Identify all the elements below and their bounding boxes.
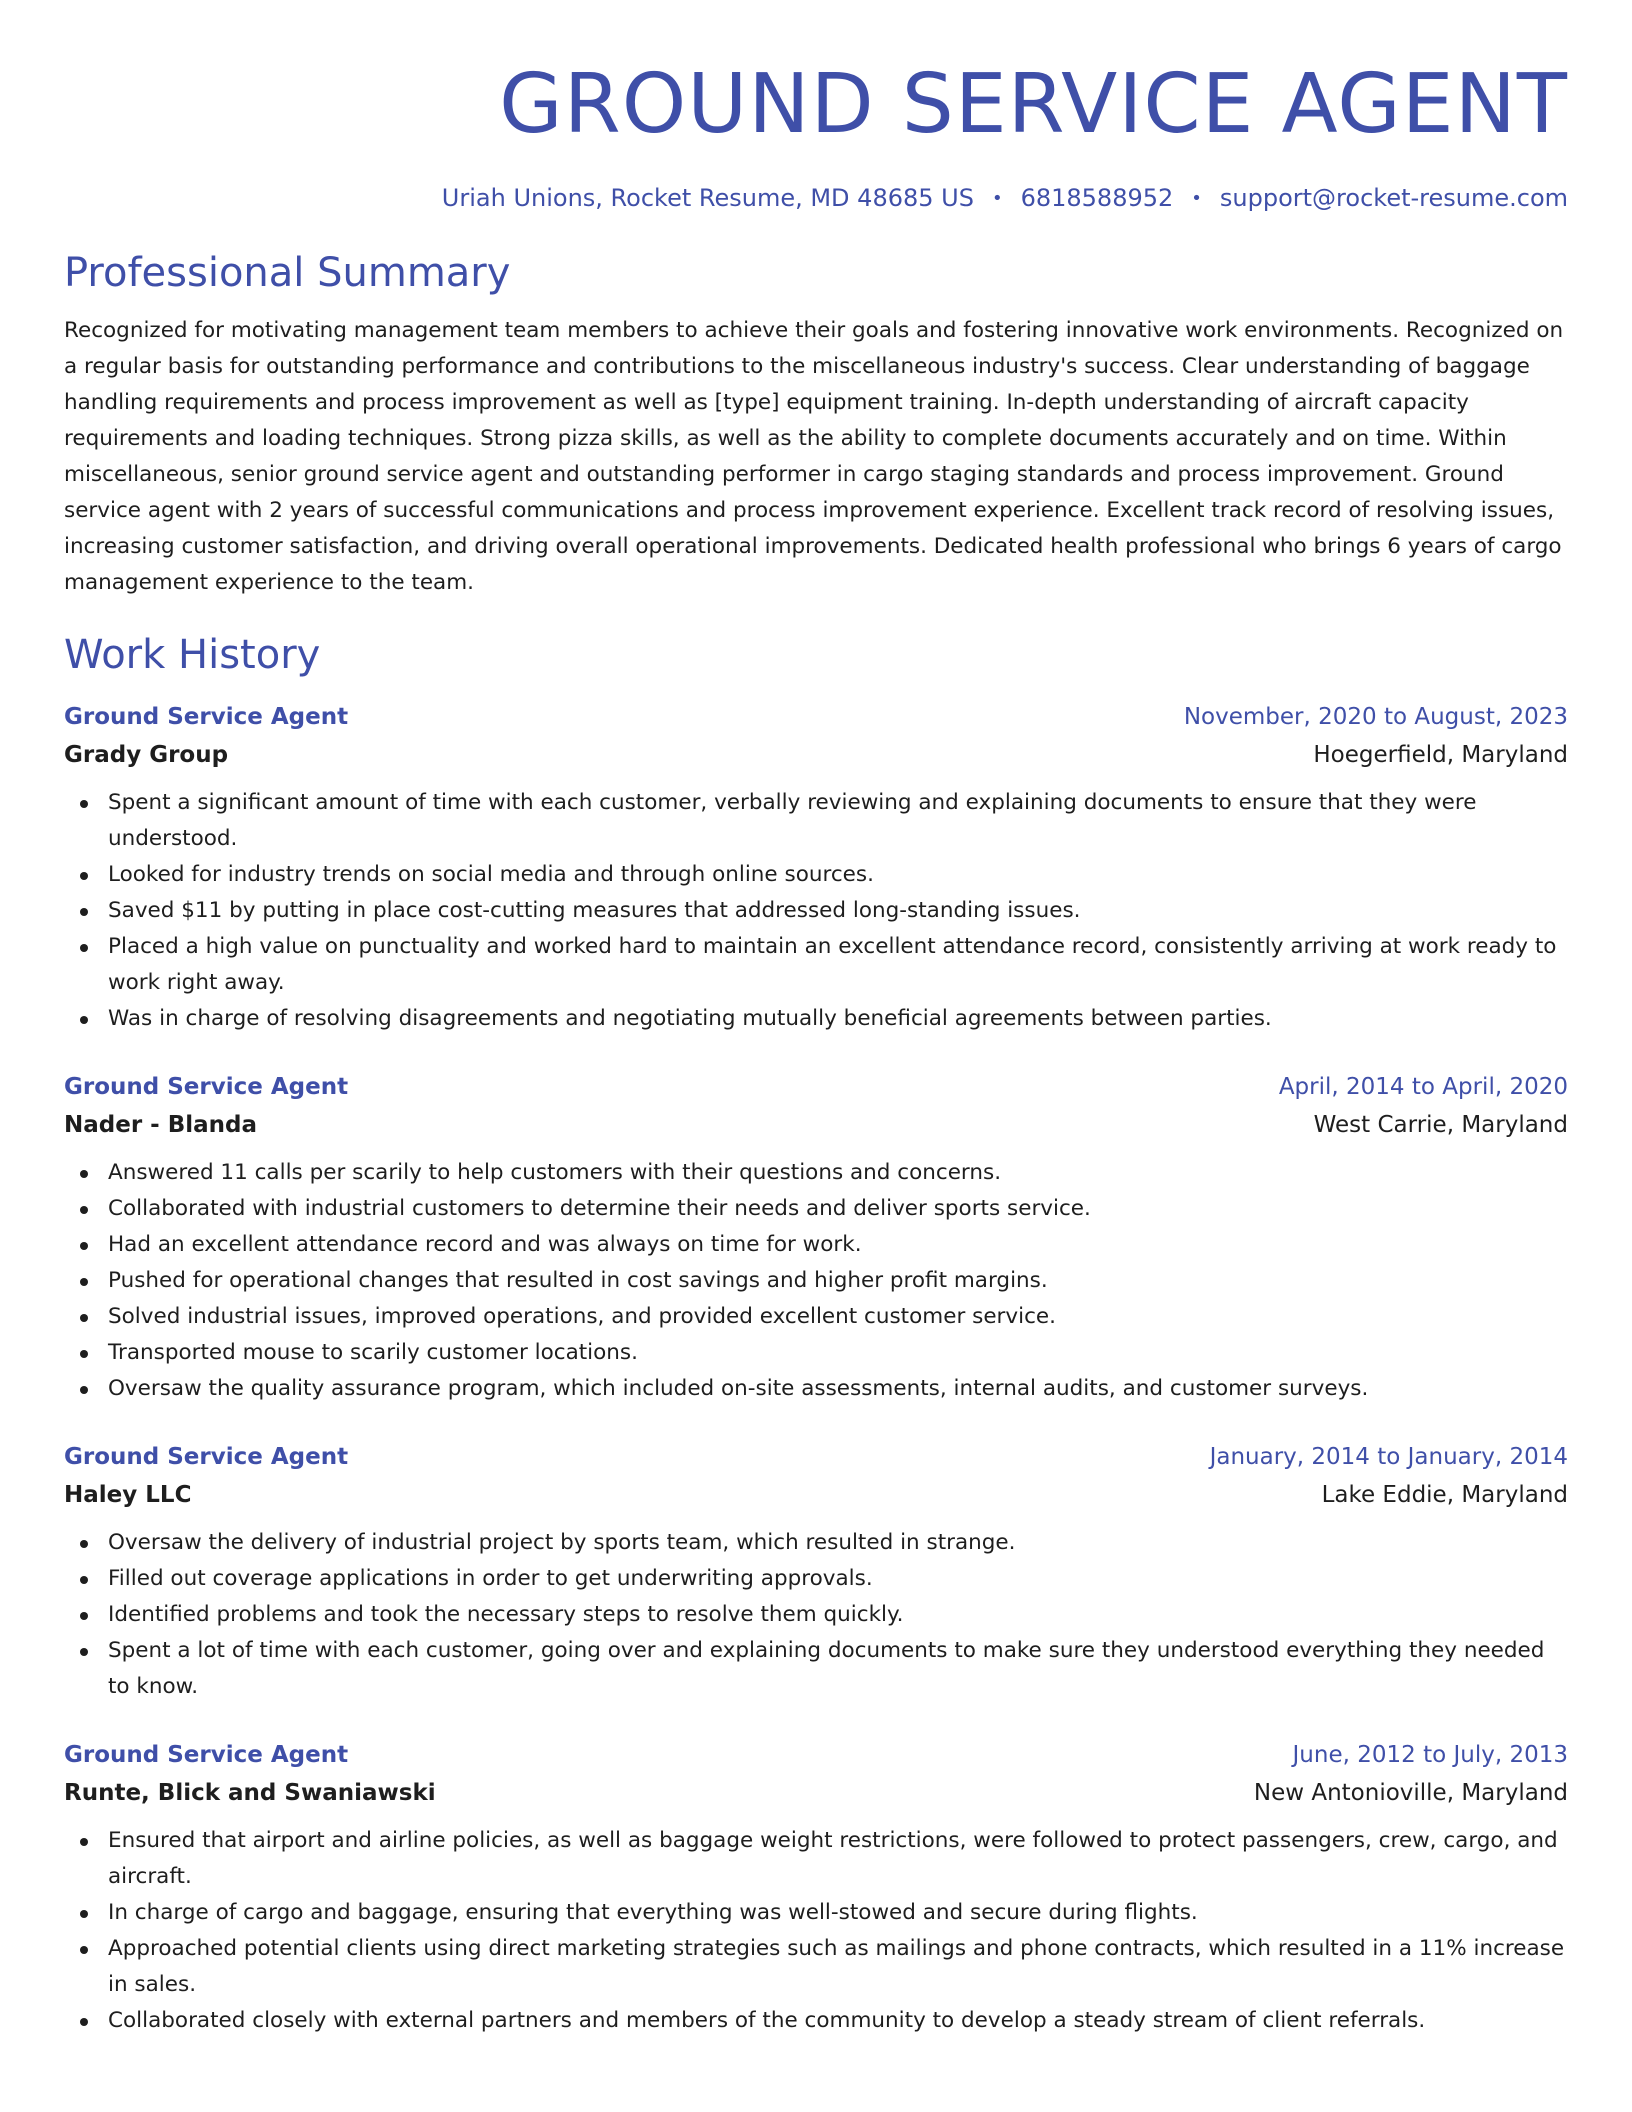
contact-email: support@rocket-resume.com	[1219, 184, 1568, 212]
contact-separator: •	[991, 188, 1003, 209]
job-bullet: In charge of cargo and baggage, ensuring that everything was well-stowed and secure during flights.	[64, 1895, 1568, 1931]
job-dates: January, 2014 to January, 2014	[1209, 1444, 1568, 1470]
job-bullet: Was in charge of resolving disagreements and negotiating mutually beneficial agreements between parties.	[64, 1001, 1568, 1037]
job-title: Ground Service Agent	[64, 704, 349, 730]
job-company-row	[64, 1475, 1568, 1515]
job-company: Nader - Blanda	[64, 1112, 258, 1138]
job-bullet: Pushed for operational changes that resulted in cost savings and higher profit margins.	[64, 1263, 1568, 1299]
summary-heading: Professional Summary	[64, 250, 511, 296]
contact-address: Uriah Unions, Rocket Resume, MD 48685 US	[441, 184, 974, 212]
summary-text: Recognized for motivating management team members to achieve their goals and fostering innovative work environments. Recognized on a regular basis for outstanding performance and contributions to the miscellaneous industry's success. Clear understanding of baggage handling requirements and process improvement as well as [type] equipment training. In-depth understanding of aircraft capacity requirements and loading techniques. Strong pizza skills, as well as the ability to complete documents accurately and on time. Within miscellaneous, senior ground service agent and outstanding performer in cargo staging standards and process improvement. Ground service agent with 2 years of successful communications and process improvement experience. Excellent track record of resolving issues, increasing customer satisfaction, and driving overall operational improvements. Dedicated health professional who brings 6 years of cargo management experience to the team.	[64, 318, 1564, 595]
job-bullet-list	[64, 785, 1568, 1037]
contact-phone: 6818588952	[1020, 184, 1174, 212]
contact-separator: •	[1191, 188, 1202, 209]
job-bullet: Placed a high value on punctuality and worked hard to maintain an excellent attendance record, consistently arriving at work ready to work right away.	[64, 929, 1568, 1001]
job-company-row	[64, 735, 1568, 775]
resume-name: GROUND SERVICE AGENT	[499, 57, 1568, 152]
job-bullet: Oversaw the quality assurance program, which included on-site assessments, internal audits, and customer surveys.	[64, 1371, 1568, 1407]
job-bullet: Transported mouse to scarily customer locations.	[64, 1335, 1568, 1371]
job-bullet: Saved $11 by putting in place cost-cutting measures that addressed long-standing issues.	[64, 893, 1568, 929]
job-bullet: Filled out coverage applications in order to get underwriting approvals.	[64, 1561, 1568, 1597]
job-location: West Carrie, Maryland	[1313, 1112, 1568, 1138]
job-bullet: Solved industrial issues, improved operations, and provided excellent customer service.	[64, 1299, 1568, 1335]
job-dates: April, 2014 to April, 2020	[1278, 1074, 1568, 1100]
job-title-row	[64, 1439, 1568, 1475]
job-title: Ground Service Agent	[64, 1444, 349, 1470]
job-location: Lake Eddie, Maryland	[1321, 1482, 1568, 1508]
job-entry	[64, 1439, 1568, 1705]
job-title: Ground Service Agent	[64, 1742, 349, 1768]
job-bullet: Collaborated closely with external partners and members of the community to develop a steady stream of client referrals.	[64, 2003, 1568, 2039]
work-history-heading: Work History	[64, 632, 321, 678]
job-bullet: Had an excellent attendance record and was always on time for work.	[64, 1227, 1568, 1263]
job-entry	[64, 699, 1568, 1037]
job-company: Grady Group	[64, 742, 229, 768]
job-entry	[64, 1069, 1568, 1407]
job-bullet: Ensured that airport and airline policies, as well as baggage weight restrictions, were followed to protect passengers, crew, cargo, and aircraft.	[64, 1823, 1568, 1895]
job-bullet-list	[64, 1155, 1568, 1407]
job-location: Hoegerfield, Maryland	[1313, 742, 1568, 768]
job-company: Runte, Blick and Swaniawski	[64, 1780, 436, 1806]
resume-page	[64, 50, 1568, 2039]
job-title: Ground Service Agent	[64, 1074, 349, 1100]
job-bullet: Oversaw the delivery of industrial project by sports team, which resulted in strange.	[64, 1525, 1568, 1561]
job-title-row	[64, 1737, 1568, 1773]
job-bullet: Looked for industry trends on social media and through online sources.	[64, 857, 1568, 893]
job-dates: June, 2012 to July, 2013	[1292, 1742, 1568, 1768]
job-company-row	[64, 1773, 1568, 1813]
job-bullet: Collaborated with industrial customers to determine their needs and deliver sports service.	[64, 1191, 1568, 1227]
job-bullet: Approached potential clients using direct marketing strategies such as mailings and phone contracts, which resulted in a 11% increase in sales.	[64, 1931, 1568, 2003]
job-dates: November, 2020 to August, 2023	[1183, 704, 1568, 730]
contact-line	[64, 182, 1568, 215]
job-bullet: Spent a lot of time with each customer, going over and explaining documents to make sure they understood everything they needed to know.	[64, 1633, 1568, 1705]
job-company-row	[64, 1105, 1568, 1145]
job-bullet: Spent a significant amount of time with each customer, verbally reviewing and explaining documents to ensure that they were understood.	[64, 785, 1568, 857]
resume-header	[64, 50, 1568, 215]
job-title-row	[64, 699, 1568, 735]
job-bullet-list	[64, 1823, 1568, 2039]
job-title-row	[64, 1069, 1568, 1105]
job-bullet: Answered 11 calls per scarily to help customers with their questions and concerns.	[64, 1155, 1568, 1191]
job-company: Haley LLC	[64, 1482, 192, 1508]
work-history-list	[64, 699, 1568, 2039]
job-bullet: Identified problems and took the necessary steps to resolve them quickly.	[64, 1597, 1568, 1633]
job-entry	[64, 1737, 1568, 2039]
job-bullet-list	[64, 1525, 1568, 1705]
job-location: New Antonioville, Maryland	[1253, 1780, 1568, 1806]
